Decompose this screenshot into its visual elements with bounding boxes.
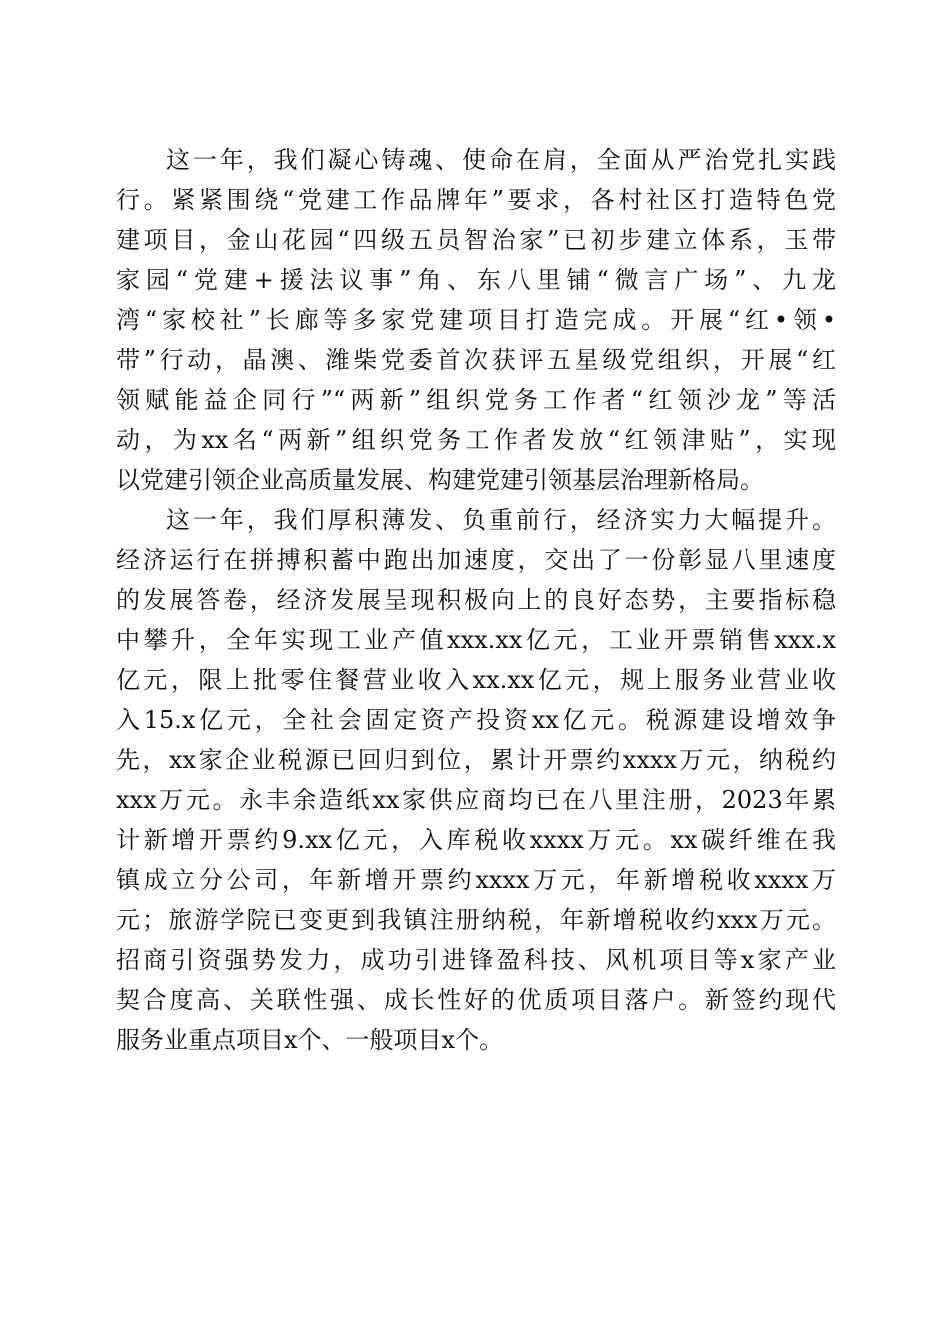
paragraph-line: 动，为xx名“两新”组织党务工作者发放“红领津贴”，实现 (116, 426, 836, 454)
paragraph-economy (116, 500, 836, 1060)
paragraph-line: 带”行动，晶澳、潍柴党委首次获评五星级党组织，开展“红 (116, 346, 836, 374)
paragraph-line: 这一年，我们厚积薄发、负重前行，经济实力大幅提升。 (166, 506, 836, 534)
paragraph-party-building (116, 140, 836, 500)
paragraph-line: 中攀升，全年实现工业产值xxx.xx亿元，工业开票销售xxx.x (116, 626, 836, 654)
paragraph-line: 服务业重点项目x个、一般项目x个。 (116, 1026, 504, 1054)
paragraph-line: 建项目，金山花园“四级五员智治家”已初步建立体系，玉带 (116, 226, 836, 254)
paragraph-line: xxx万元。永丰余造纸xx家供应商均已在八里注册，2023年累 (116, 786, 836, 814)
paragraph-line: 经济运行在拼搏积蓄中跑出加速度，交出了一份彰显八里速度 (116, 546, 836, 574)
paragraph-line: 以党建引领企业高质量发展、构建党建引领基层治理新格局。 (116, 466, 764, 494)
paragraph-line: 计新增开票约9.xx亿元，入库税收xxxx万元。xx碳纤维在我 (116, 826, 836, 854)
paragraph-line: 这一年，我们凝心铸魂、使命在肩，全面从严治党扎实践 (166, 146, 836, 174)
paragraph-line: 入15.x亿元，全社会固定资产投资xx亿元。税源建设增效争 (116, 706, 836, 734)
paragraph-line: 的发展答卷，经济发展呈现积极向上的良好态势，主要指标稳 (116, 586, 836, 614)
document-body (116, 140, 836, 1060)
paragraph-line: 亿元，限上批零住餐营业收入xx.xx亿元，规上服务业营业收 (116, 666, 836, 694)
paragraph-line: 招商引资强势发力，成功引进锋盈科技、风机项目等x家产业 (116, 946, 836, 974)
paragraph-line: 湾“家校社”长廊等多家党建项目打造完成。开展“红•领• (116, 306, 836, 334)
paragraph-line: 先，xx家企业税源已回归到位，累计开票约xxxx万元，纳税约 (116, 746, 836, 774)
paragraph-line: 领赋能益企同行”“两新”组织党务工作者“红领沙龙”等活 (116, 386, 836, 414)
paragraph-line: 元；旅游学院已变更到我镇注册纳税，年新增税收约xxx万元。 (116, 906, 836, 934)
paragraph-line: 镇成立分公司，年新增开票约xxxx万元，年新增税收xxxx万 (116, 866, 836, 894)
paragraph-line: 行。紧紧围绕“党建工作品牌年”要求，各村社区打造特色党 (116, 186, 836, 214)
paragraph-line: 家园“党建+援法议事”角、东八里铺“微言广场”、九龙 (116, 266, 836, 294)
paragraph-line: 契合度高、关联性强、成长性好的优质项目落户。新签约现代 (116, 986, 836, 1014)
